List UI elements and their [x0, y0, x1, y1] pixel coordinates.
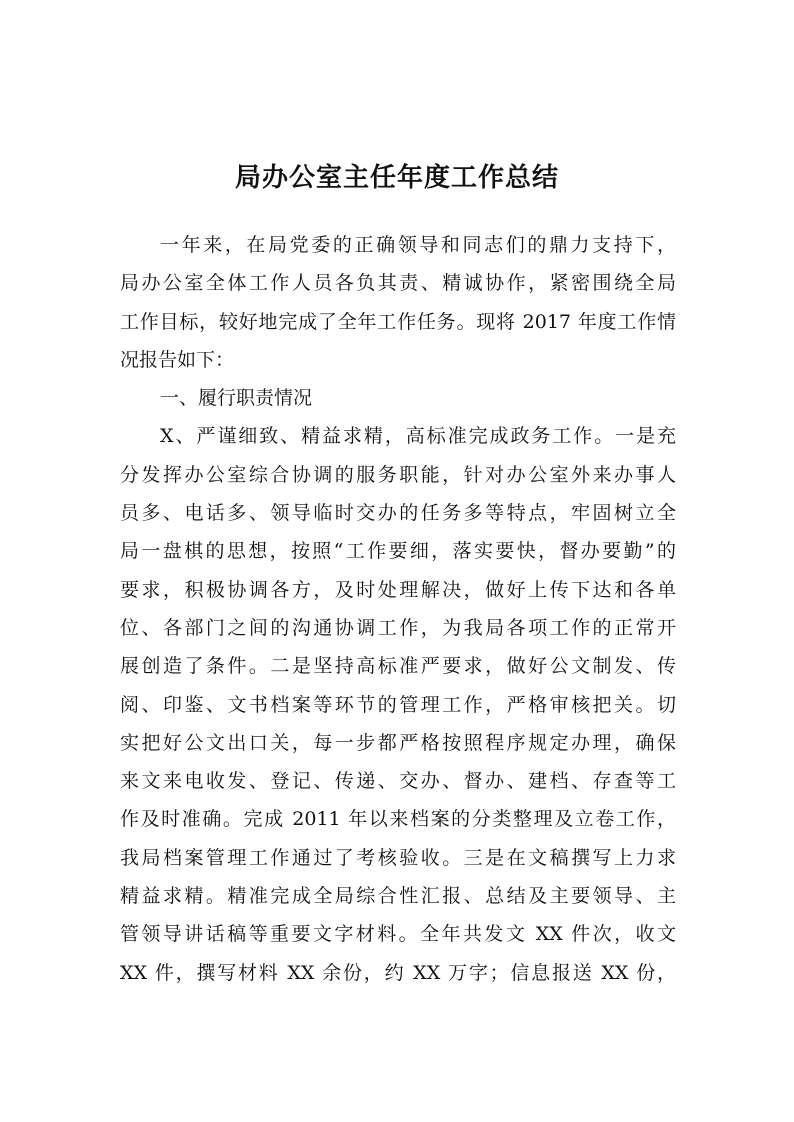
paragraph-line: 局一盘棋的思想，按照“工作要细，落实要快，督办要勤”的	[120, 540, 676, 563]
document-title: 局办公室主任年度工作总结	[234, 163, 559, 193]
paragraph-line: XX 件，撰写材料 XX 余份，约 XX 万字；信息报送 XX 份，	[120, 961, 676, 984]
paragraph-line: 阅、印鉴、文书档案等环节的管理工作，严格审核把关。切	[120, 693, 676, 716]
paragraph-line: 作及时准确。完成 2011 年以来档案的分类整理及立卷工作，	[120, 808, 676, 831]
paragraph-line: 要求，积极协调各方，及时处理解决，做好上传下达和各单	[120, 578, 676, 601]
paragraph-line: 我局档案管理工作通过了考核验收。三是在文稿撰写上力求	[120, 846, 676, 869]
section-heading: 一、履行职责情况	[160, 387, 313, 410]
paragraph-line: 分发挥办公室综合协调的服务职能，针对办公室外来办事人	[120, 463, 676, 486]
paragraph-line: 展创造了条件。二是坚持高标准严要求，做好公文制发、传	[120, 655, 676, 678]
paragraph-line: 员多、电话多、领导临时交办的任务多等特点，牢固树立全	[120, 502, 676, 525]
paragraph-line: 局办公室全体工作人员各负其责、精诚协作，紧密围绕全局	[120, 272, 676, 295]
paragraph-line: 来文来电收发、登记、传递、交办、督办、建档、存查等工	[120, 770, 676, 793]
paragraph-line: 况报告如下：	[120, 348, 235, 371]
paragraph-line: 位、各部门之间的沟通协调工作，为我局各项工作的正常开	[120, 616, 676, 639]
paragraph-line: 精益求精。精准完成全局综合性汇报、总结及主要领导、主	[120, 885, 676, 908]
paragraph-line: 一年来，在局党委的正确领导和同志们的鼎力支持下，	[160, 234, 676, 256]
document-body	[120, 226, 676, 992]
paragraph-line: 管领导讲话稿等重要文字材料。全年共发文 XX 件次，收文	[120, 923, 676, 946]
paragraph-line: 实把好公文出口关，每一步都严格按照程序规定办理，确保	[120, 731, 676, 754]
paragraph-line: X、严谨细致、精益求精，高标准完成政务工作。一是充	[160, 425, 676, 448]
paragraph-line: 工作目标，较好地完成了全年工作任务。现将 2017 年度工作情	[120, 310, 676, 333]
